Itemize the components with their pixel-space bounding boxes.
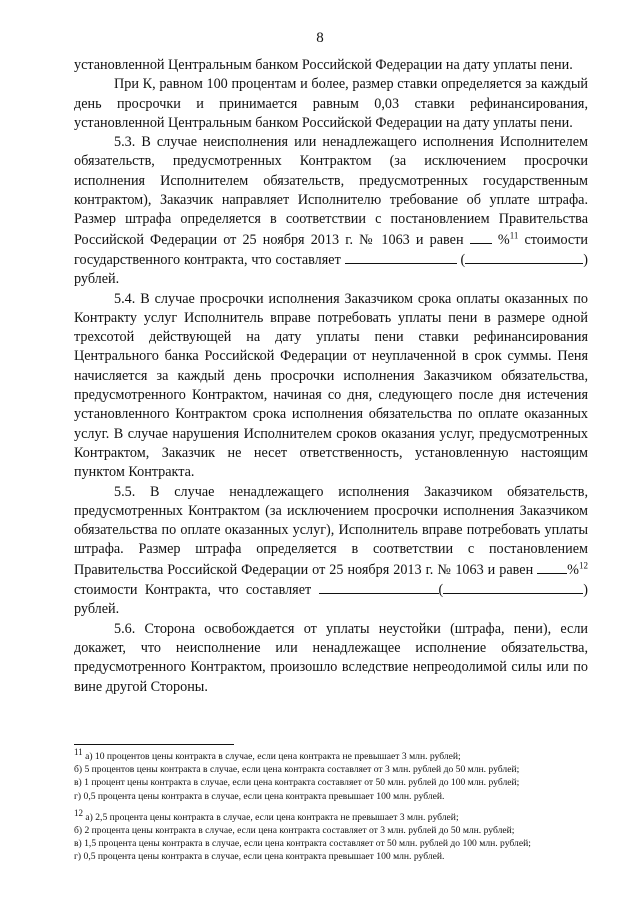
paragraph-5-3-end: ) рублей.: [74, 251, 588, 288]
paragraph-5-5-mid: стоимости Контракта, что составляет: [74, 582, 319, 599]
footnote-11: [74, 746, 588, 803]
amount-words-blank-field: [443, 580, 583, 594]
paragraph-5-4: 5.4. В случае просрочки исполнения Заказчиком срока оплаты оказанных по Контракту услуг Исполнитель вправе потребовать уплаты пени в размере одной трехсотой действующей на дату уплаты пени ставки рефинансирования Центрального банка Российской Федерации от неуплаченной в срок суммы. Пеня начисляется за каждый день просрочки исполнения Заказчиком обязательства, предусмотренного Контрактом, начиная со дня, следующего после дня истечения установленного Контрактом срока исполнения обязательства по оплате оказанных услуг. В случае нарушения Исполнителем сроков оказания услуг, предусмотренных Контрактом, Заказчик не несет ответственность, установленную настоящим пунктом Контракта.: [74, 290, 588, 481]
footnote-12-item-a: $^{12}$ а) 2,5 процента цены контракта в случае, если цена контракта не превышает 3 млн. рублей;: [74, 807, 459, 823]
footnote-11-item-c: в) 1 процент цены контракта в случае, если цена контракта составляет от 50 млн. рублей до 100 млн. рублей;: [74, 777, 520, 789]
paragraph-5-5-end: ) рублей.: [74, 582, 588, 618]
footnote-11-item-b: б) 5 процентов цены контракта в случае, если цена контракта составляет от 3 млн. рублей до 50 млн. рублей;: [74, 764, 520, 776]
paragraph-5-3-text: 5.3. В случае неисполнения или ненадлежащего исполнения Исполнителем обязательств, предусмотренных Контрактом (за исключением просрочки исполнения Исполнителем обязательств, предусмотренных государственным контрактом), Заказчик направляет Исполнителю требование об уплате штрафа. Размер штрафа определяется в соответствии с постановлением Правительства Российской Федерации от 25 ноября 2013 г. № 1063 и равен: [74, 134, 588, 248]
paragraph-5-5: [74, 483, 588, 620]
paragraph-5-5-text: 5.5. В случае ненадлежащего исполнения Заказчиком обязательств, предусмотренных Контрактом (за исключением просрочки исполнения Заказчиком обязательства по оплате оказанных услуг), Исполнитель вправе потребовать уплаты штрафа. Размер штрафа определяется в соответствии с постановлением Правительства Российской Федерации от 25 ноября 2013 г. № 1063 и равен: [74, 483, 588, 578]
open-paren: (: [438, 582, 444, 599]
paragraph-5-3: [74, 133, 588, 289]
amount-blank-field: [319, 580, 439, 594]
page-number: 8: [316, 30, 324, 46]
footnote-12-item-c: в) 1,5 процента цены контракта в случае, если цена контракта составляет от 50 млн. рублей до 100 млн. рублей;: [74, 838, 531, 850]
footnote-marker: 11: [74, 746, 83, 757]
amount-words-blank-field: [465, 250, 583, 264]
percent-sign: %: [567, 561, 579, 578]
footnote-separator: [74, 744, 234, 745]
paragraph-5-6: 5.6. Сторона освобождается от уплаты неустойки (штрафа, пени), если докажет, что неисполнение или ненадлежащее исполнение обязательства, предусмотренного Контрактом, произошло вследствие непреодолимой силы или по вине другой Стороны.: [74, 620, 588, 695]
footnote-12-item-d: г) 0,5 процента цены контракта в случае, если цена контракта превышает 100 млн. рублей.: [74, 851, 445, 863]
footnote-ref-12: 12: [579, 559, 588, 570]
footnote-12: [74, 807, 588, 864]
percent-blank-field: [470, 230, 492, 244]
percent-sign: %: [497, 231, 510, 248]
footnote-marker: 12: [74, 807, 83, 818]
footnote-11-item-d: г) 0,5 процента цены контракта в случае, если цена контракта превышает 100 млн. рублей.: [74, 790, 445, 802]
footnote-12-item-b: б) 2 процента цены контракта в случае, если цена контракта составляет от 3 млн. рублей до 50 млн. рублей;: [74, 825, 515, 837]
paragraph-5-3-mid: стоимости государственного контракта, что составляет: [74, 231, 589, 268]
footnote-ref-11: 11: [509, 229, 519, 240]
footnotes: [74, 746, 588, 872]
footnote-11-item-a: $^{11}$ а) 10 процентов цены контракта в случае, если цена контракта не превышает 3 млн. рублей;: [74, 746, 461, 762]
contract-body: [74, 56, 588, 697]
paragraph-continuation: установленной Центральным банком Российской Федерации на дату уплаты пени.: [74, 57, 573, 73]
paragraph-rate-k-100: При К, равном 100 процентам и более, размер ставки определяется за каждый день просрочки и принимается равным 0,03 ставки рефинансирования, установленной Центральным банком Российской Федерации на дату уплаты пени.: [74, 76, 588, 131]
percent-blank-field: [537, 560, 567, 574]
open-paren: (: [456, 251, 466, 268]
amount-blank-field: [345, 250, 457, 264]
